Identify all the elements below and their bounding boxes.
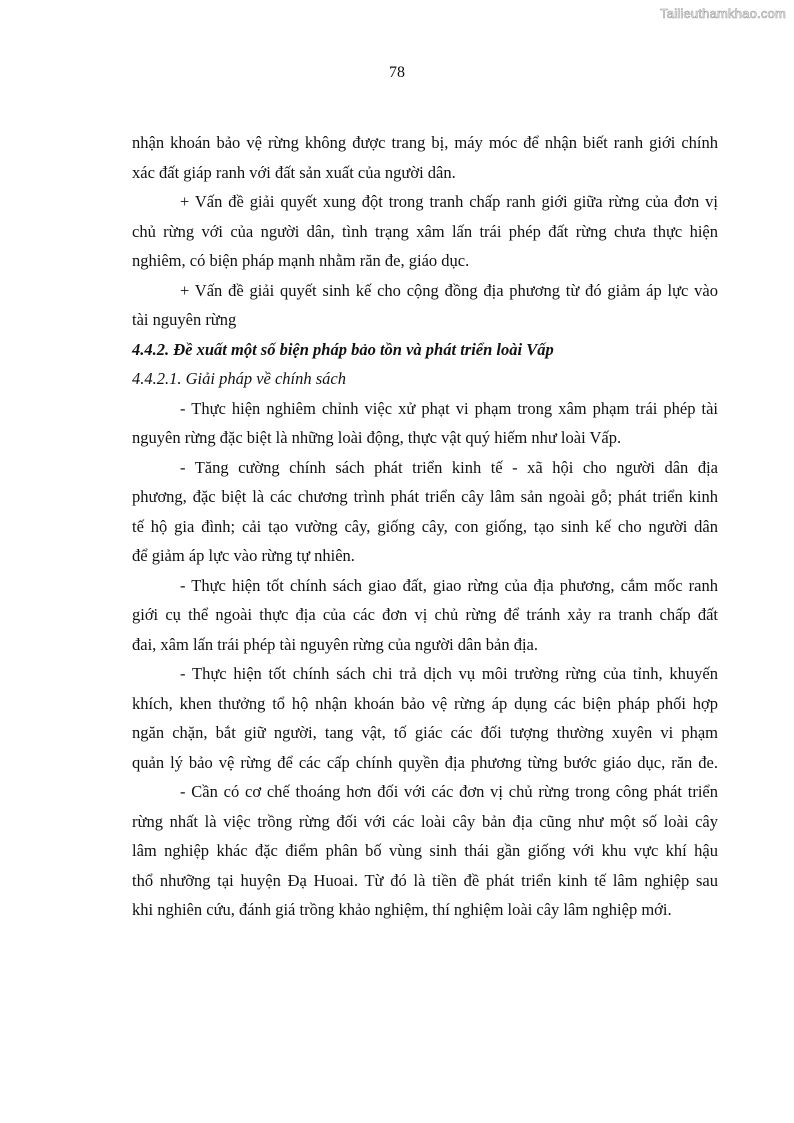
text-line: giới cụ thể ngoài thực địa của các đơn vị chủ rừng để tránh xảy ra tranh chấp đất: [132, 605, 718, 624]
text-line: để giảm áp lực vào rừng tự nhiên.: [132, 546, 355, 565]
text-line: nhận khoán bảo vệ rừng không được trang bị, máy móc để nhận biết ranh giới chính: [132, 133, 718, 152]
page-number: 78: [389, 64, 405, 81]
text-line: nguyên rừng đặc biệt là những loài động, thực vật quý hiếm như loài Vấp.: [132, 428, 622, 447]
text-line: xác đất giáp ranh với đất sản xuất của người dân.: [132, 162, 456, 182]
text-line: rừng nhất là việc trồng rừng đối với các loài cây bản địa cũng như một số loài cây: [132, 811, 718, 831]
text-line: đai, xâm lấn trái phép tài nguyên rừng của người dân bản địa.: [132, 634, 538, 654]
watermark: Tailieuthamkhao.com: [660, 6, 786, 21]
text-line: ngăn chặn, bắt giữ người, tang vật, tố giác các đối tượng thường xuyên vi phạm: [132, 723, 718, 742]
text-line: tế hộ gia đình; cải tạo vường cây, giống cây, con giống, tạo sinh kế cho người dân: [132, 516, 718, 536]
text-line: - Thực hiện nghiêm chỉnh việc xử phạt vi phạm trong xâm phạm trái phép tài: [180, 398, 718, 418]
text-line: thổ nhưỡng tại huyện Đạ Huoai. Từ đó là tiền đề phát triển kinh tế lâm nghiệp sau: [132, 870, 718, 890]
text-line: quản lý bảo vệ rừng để các cấp chính quyền địa phương từng bước giáo dục, răn đe.: [132, 752, 718, 772]
text-line: - Tăng cường chính sách phát triển kinh tế - xã hội cho người dân địa: [180, 457, 718, 477]
document-body: [132, 128, 718, 925]
text-line: chủ rừng với của người dân, tình trạng xâm lấn trái phép đất rừng chưa thực hiện: [132, 221, 718, 241]
text-line: - Cần có cơ chế thoáng hơn đối với các đơn vị chủ rừng trong công phát triển: [180, 782, 718, 801]
text-line: + Vấn đề giải quyết xung đột trong tranh chấp ranh giới giữa rừng của đơn vị: [180, 192, 718, 211]
text-line: khích, khen thưởng tổ hộ nhận khoán bảo vệ rừng áp dụng các biện pháp phối hợp: [132, 693, 718, 713]
text-line: + Vấn đề giải quyết sinh kế cho cộng đồng địa phương từ đó giảm áp lực vào: [180, 280, 718, 300]
text-line: - Thực hiện tốt chính sách giao đất, giao rừng của địa phương, cắm mốc ranh: [180, 575, 718, 595]
text-line: phương, đặc biệt là các chương trình phát triển cây lâm sản ngoài gỗ; phát triển kinh: [132, 487, 718, 506]
text-line: khi nghiên cứu, đánh giá trồng khảo nghiệm, thí nghiệm loài cây lâm nghiệp mới.: [132, 900, 672, 919]
text-line: lâm nghiệp khác đặc điểm phân bố vùng sinh thái gần giống với khu vực khí hậu: [132, 841, 718, 860]
text-line: nghiêm, có biện pháp mạnh nhằm răn đe, giáo dục.: [132, 251, 470, 270]
section-heading: 4.4.2. Đề xuất một số biện pháp bảo tồn và phát triển loài Vấp: [132, 339, 554, 359]
subsection-heading: 4.4.2.1. Giải pháp về chính sách: [132, 369, 347, 388]
text-line: - Thực hiện tốt chính sách chi trả dịch vụ môi trường rừng của tỉnh, khuyến: [180, 664, 718, 683]
text-line: tài nguyên rừng: [132, 310, 237, 329]
